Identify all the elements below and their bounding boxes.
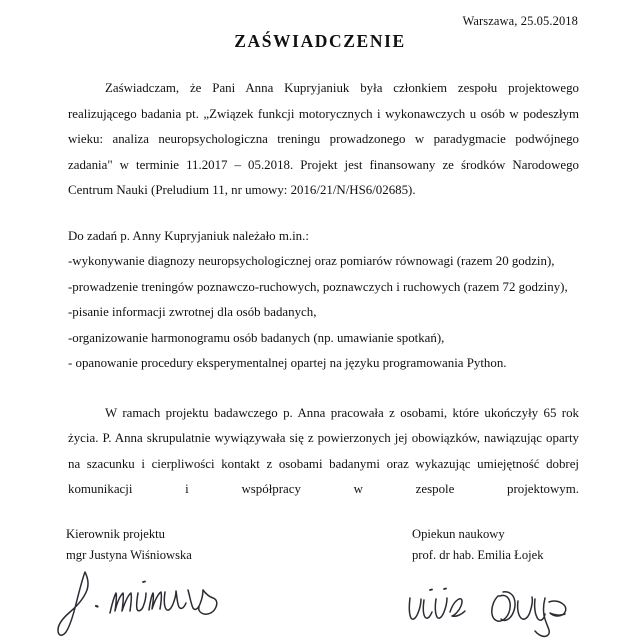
place-and-date: Warszawa, 25.05.2018 bbox=[462, 14, 578, 28]
list-item: - opanowanie procedury eksperymentalnej opartej na języku programowania Python. bbox=[68, 356, 507, 370]
task-list bbox=[68, 249, 579, 377]
signature-name-left: mgr Justyna Wiśniowska bbox=[66, 548, 192, 562]
paragraph-closing: W ramach projektu badawczego p. Anna pracowała z osobami, które ukończyły 65 rok życia. P. Anna skrupulatnie wywiązywała się z powierzonych jej obowiązków, nawiązując oparty na szacunku i cierpliwości kontakt z osobami badanymi oraz wykazując umiejętność dobrej komunikacji i współpracy w zespole projektowym. bbox=[68, 405, 579, 496]
list-item: -wykonywanie diagnozy neuropsychologicznej oraz pomiarów równowagi (razem 20 godzin), bbox=[68, 254, 555, 268]
paragraph-statement: Zaświadczam, że Pani Anna Kupryjaniuk była członkiem zespołu projektowego realizującego badania pt. „Związek funkcji motorycznych i wykonawczych u osób w podeszłym wieku: analiza neuropsychologiczna treningu prowadzonego w paradygmacie podwójnego zadania" w terminie 11.2017 – 05.2018. Projekt jest finansowany ze środków Narodowego Centrum Nauki (Preludium 11, nr umowy: 2016/21/N/HS6/02685). bbox=[68, 81, 579, 197]
signature-role-right: Opiekun naukowy bbox=[412, 527, 505, 541]
list-item: -organizowanie harmonogramu osób badanych (np. umawianie spotkań), bbox=[68, 330, 445, 345]
signature-block-right bbox=[412, 524, 544, 566]
page-title: ZAŚWIADCZENIE bbox=[234, 31, 406, 51]
list-item: -pisanie informacji zwrotnej dla osób badanych, bbox=[68, 305, 317, 319]
list-item: -prowadzenie treningów poznawczo-ruchowych, poznawczych i ruchowych (razem 72 godziny), bbox=[68, 279, 568, 294]
signature-row bbox=[0, 524, 640, 640]
signature-block-left bbox=[66, 524, 192, 566]
signature-name-right: prof. dr hab. Emilia Łojek bbox=[412, 548, 544, 562]
tasks-intro-line: Do zadań p. Anny Kupryjaniuk należało m.in.: bbox=[68, 228, 309, 243]
signature-role-left: Kierownik projektu bbox=[66, 527, 165, 541]
document-body bbox=[68, 76, 579, 528]
